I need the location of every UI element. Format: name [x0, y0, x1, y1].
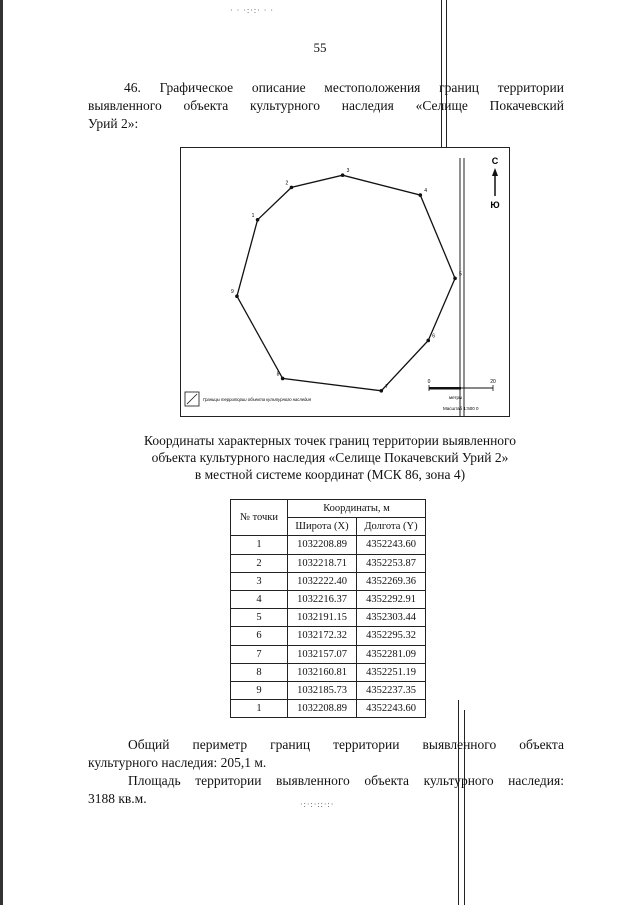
boundary-point-label-9: 9: [230, 289, 234, 296]
caption-line-3: в местной системе координат (МСК 86, зона 4): [194, 467, 466, 482]
area-line-1: Площадь территории выявленного объекта культурного наследия:: [128, 773, 564, 788]
caption-line-1: Координаты характерных точек границ территории выявленного: [143, 433, 516, 448]
boundary-point-2: [290, 186, 294, 190]
table-row: [231, 572, 426, 590]
section-heading-line-1: 46. Графическое описание местоположения границ территории: [124, 80, 564, 95]
cell-point-number: 4: [231, 590, 288, 608]
boundary-point-5: [453, 277, 457, 281]
boundary-point-label-4: 4: [424, 188, 428, 195]
cell-longitude: 4352243.60: [357, 536, 426, 554]
cell-latitude: 1032160.81: [288, 663, 357, 681]
coordinates-table: [230, 499, 426, 718]
cell-point-number: 2: [231, 554, 288, 572]
cell-longitude: 4352295.32: [357, 627, 426, 645]
boundary-map: [180, 147, 510, 417]
area-line-2: 3188 кв.м.: [88, 791, 147, 806]
cell-latitude: 1032222.40: [288, 572, 357, 590]
scale-zero-label: 0: [427, 379, 431, 385]
cell-point-number: 1: [231, 700, 288, 718]
cell-point-number: 6: [231, 627, 288, 645]
cell-latitude: 1032191.15: [288, 609, 357, 627]
boundary-point-label-5: 5: [459, 271, 462, 278]
perimeter-line-2: культурного наследия: 205,1 м.: [88, 755, 267, 770]
cell-point-number: 8: [231, 663, 288, 681]
boundary-point-7: [379, 389, 383, 393]
table-row: [231, 663, 426, 681]
scale-ratio-label: Масштаб 1:500 0: [443, 406, 479, 411]
cell-longitude: 4352269.36: [357, 572, 426, 590]
cell-longitude: 4352243.60: [357, 700, 426, 718]
boundary-point-label-3: 3: [346, 168, 350, 175]
cell-point-number: 1: [231, 536, 288, 554]
boundary-point-3: [341, 173, 345, 177]
perimeter-line-1: Общий периметр границ территории выявленного объекта: [128, 737, 564, 752]
caption-line-2: объекта культурного наследия «Селище Покачевский Урий 2»: [151, 450, 509, 465]
header-point-number: № точки: [231, 500, 288, 536]
cell-longitude: 4352253.87: [357, 554, 426, 572]
cell-point-number: 9: [231, 681, 288, 699]
scan-noise-top: · · ·:·:· · ·: [230, 6, 275, 15]
scale-unit-label: метры: [449, 395, 463, 400]
map-legend: [185, 392, 312, 406]
boundary-point-label-7: 7: [385, 383, 389, 390]
cell-point-number: 7: [231, 645, 288, 663]
north-arrow-icon: [490, 156, 499, 210]
cell-latitude: 1032157.07: [288, 645, 357, 663]
boundary-point-9: [235, 294, 239, 298]
cell-longitude: 4352303.44: [357, 609, 426, 627]
scan-noise-bottom: ·:·:·::·:·: [300, 800, 335, 809]
cell-longitude: 4352251.19: [357, 663, 426, 681]
page-number: 55: [313, 40, 327, 55]
compass-south-label: Ю: [490, 200, 500, 210]
table-row: [231, 609, 426, 627]
table-row: [231, 681, 426, 699]
map-scale-bar: [428, 379, 496, 411]
cell-latitude: 1032208.89: [288, 536, 357, 554]
section-heading-line-2: выявленного объекта культурного наследия «Селище Покачевский: [88, 98, 564, 113]
scale-end-label: 20: [490, 379, 496, 385]
boundary-point-label-1: 1: [251, 212, 255, 219]
table-row: [231, 554, 426, 572]
cell-latitude: 1032208.89: [288, 700, 357, 718]
section-heading-line-3: Урий 2»:: [88, 116, 139, 131]
compass-north-label: С: [491, 156, 499, 166]
cell-latitude: 1032172.32: [288, 627, 357, 645]
cell-longitude: 4352292.91: [357, 590, 426, 608]
cell-latitude: 1032216.37: [288, 590, 357, 608]
header-latitude: Широта (X): [288, 518, 357, 536]
scan-edge-left: [0, 0, 3, 905]
cell-point-number: 3: [231, 572, 288, 590]
header-longitude: Долгота (Y): [357, 518, 426, 536]
cell-longitude: 4352237.35: [357, 681, 426, 699]
boundary-point-4: [418, 193, 422, 197]
table-row: [231, 700, 426, 718]
boundary-point-label-6: 6: [432, 333, 436, 340]
boundary-point-8: [281, 377, 285, 381]
boundary-polygon: [237, 175, 455, 391]
boundary-points: [231, 168, 462, 392]
cell-latitude: 1032185.73: [288, 681, 357, 699]
table-caption: [100, 432, 560, 483]
cell-latitude: 1032218.71: [288, 554, 357, 572]
cell-point-number: 5: [231, 609, 288, 627]
boundary-point-1: [256, 218, 260, 222]
table-row: [231, 536, 426, 554]
header-coordinates: Координаты, м: [288, 500, 426, 518]
legend-text: Границы территории объекта культурного наследия: [203, 397, 311, 402]
scan-line-3: [458, 700, 459, 905]
boundary-point-6: [426, 339, 430, 343]
cell-longitude: 4352281.09: [357, 645, 426, 663]
boundary-point-label-2: 2: [285, 180, 289, 187]
table-row: [231, 627, 426, 645]
boundary-point-label-8: 8: [276, 371, 280, 378]
table-row: [231, 645, 426, 663]
table-row: [231, 590, 426, 608]
